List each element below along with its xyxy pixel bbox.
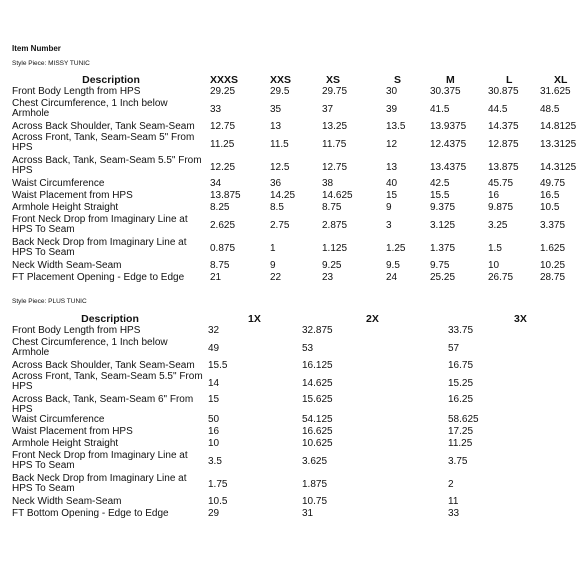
plus-row-value: 15.625	[302, 394, 333, 406]
missy-row-value: 1.125	[322, 243, 348, 255]
plus-row-value: 11	[448, 495, 459, 507]
plus-table-row	[12, 338, 572, 361]
missy-row-value: 36	[270, 178, 282, 190]
missy-row-value: 30.375	[430, 85, 461, 97]
missy-row-value: 1.625	[540, 243, 566, 255]
plus-table-row	[12, 474, 572, 497]
plus-row-description: FT Bottom Opening - Edge to Edge	[12, 507, 169, 519]
missy-row-value: 10.25	[540, 259, 566, 271]
missy-row-value: 22	[270, 271, 282, 283]
missy-row-value: 2.875	[322, 220, 348, 232]
plus-row-value: 3.625	[302, 456, 328, 468]
missy-row-value: 26.75	[488, 271, 514, 283]
missy-row-description: Across Back, Tank, Seam-Seam 5.5" From HPS	[12, 155, 202, 177]
plus-row-value: 33.75	[448, 324, 474, 336]
plus-style-piece: Style Piece: PLUS TUNIC	[12, 298, 87, 305]
missy-row-value: 3	[386, 220, 392, 232]
missy-row-value: 14.8125	[540, 120, 577, 132]
plus-row-value: 32.875	[302, 324, 333, 336]
missy-header-xxs: XXS	[270, 74, 292, 86]
plus-row-value: 10	[208, 437, 220, 449]
plus-table-row	[12, 451, 572, 474]
missy-row-value: 2.625	[210, 220, 236, 232]
missy-row-description: Across Front, Tank, Seam-Seam 5" From HPS	[12, 132, 195, 154]
missy-row-description: Chest Circumference, 1 Inch below Armhole	[12, 97, 168, 119]
missy-row-value: 9.5	[386, 259, 400, 271]
plus-row-value: 3.75	[448, 456, 468, 468]
missy-row-value: 10.5	[540, 201, 560, 213]
plus-row-value: 31	[302, 507, 314, 519]
missy-row-description: Waist Circumference	[12, 178, 105, 190]
plus-row-value: 11.25	[448, 437, 473, 449]
plus-table-row	[12, 497, 572, 509]
missy-header-description: Description	[82, 74, 140, 86]
missy-row-value: 9	[270, 259, 276, 271]
missy-row-value: 9.875	[488, 201, 514, 213]
plus-row-value: 58.625	[448, 414, 479, 426]
plus-header-3x: 3X	[514, 313, 527, 325]
missy-row-value: 11.75	[322, 138, 347, 150]
missy-row-value: 25.25	[430, 271, 456, 283]
missy-row-value: 29.25	[210, 85, 236, 97]
missy-row-description: Waist Placement from HPS	[12, 190, 133, 202]
plus-row-value: 16	[208, 426, 220, 438]
plus-header-1x: 1X	[248, 313, 261, 325]
missy-row-value: 10	[488, 259, 500, 271]
missy-size-table	[12, 74, 577, 284]
plus-row-value: 16.625	[302, 426, 333, 438]
missy-row-value: 45.75	[488, 178, 514, 190]
missy-row-value: 13.3125	[540, 138, 577, 150]
plus-row-value: 53	[302, 343, 314, 355]
missy-row-value: 12.75	[210, 120, 236, 132]
missy-row-value: 44.5	[488, 104, 508, 116]
missy-row-value: 1.5	[488, 243, 502, 255]
missy-row-description: Front Neck Drop from Imaginary Line at HPS To Seam	[12, 213, 188, 235]
missy-row-value: 12.75	[322, 161, 348, 173]
missy-row-value: 1.375	[430, 243, 456, 255]
plus-row-value: 10.75	[302, 495, 328, 507]
missy-row-value: 38	[322, 178, 334, 190]
missy-row-value: 13	[270, 120, 282, 132]
plus-table-row	[12, 372, 572, 395]
missy-row-description: Front Body Length from HPS	[12, 85, 141, 97]
plus-row-value: 29	[208, 507, 220, 519]
missy-row-description: FT Placement Opening - Edge to Edge	[12, 271, 185, 283]
plus-row-description: Armhole Height Straight	[12, 437, 119, 449]
missy-header-xs: XS	[326, 74, 341, 86]
missy-row-value: 9.375	[430, 201, 456, 213]
plus-row-value: 16.75	[448, 359, 474, 371]
missy-row-value: 34	[210, 178, 222, 190]
missy-row-value: 12.25	[210, 161, 236, 173]
missy-row-value: 31.625	[540, 85, 571, 97]
missy-table-row	[12, 156, 572, 179]
missy-header-xxxs: XXXS	[210, 74, 239, 86]
missy-row-value: 12	[386, 138, 398, 150]
plus-row-value: 32	[208, 324, 220, 336]
plus-size-table	[12, 314, 572, 520]
plus-table-row	[12, 439, 572, 451]
missy-table-row	[12, 99, 572, 122]
missy-table-row	[12, 203, 572, 215]
plus-row-value: 15	[208, 394, 220, 406]
missy-header-xl: XL	[554, 74, 568, 86]
missy-row-value: 2.75	[270, 220, 290, 232]
missy-row-value: 3.25	[488, 220, 508, 232]
missy-row-value: 12.875	[488, 138, 519, 150]
missy-row-value: 13.25	[322, 120, 348, 132]
missy-table-row	[12, 273, 572, 285]
missy-row-value: 9.75	[430, 259, 450, 271]
missy-row-value: 33	[210, 104, 222, 116]
missy-row-value: 48.5	[540, 104, 560, 116]
missy-table-row	[12, 261, 572, 273]
missy-row-description: Back Neck Drop from Imaginary Line at HPS To Seam	[12, 236, 187, 258]
missy-row-value: 14.375	[488, 120, 519, 132]
missy-row-value: 40	[386, 178, 398, 190]
missy-row-value: 13.9375	[430, 120, 467, 132]
missy-row-value: 14.625	[322, 190, 353, 202]
missy-table-row	[12, 133, 572, 156]
item-number-label: Item Number	[12, 44, 61, 53]
missy-row-value: 8.25	[210, 201, 230, 213]
plus-row-value: 50	[208, 414, 220, 426]
plus-row-description: Neck Width Seam-Seam	[12, 495, 122, 507]
plus-table-row	[12, 326, 572, 338]
missy-row-value: 30.875	[488, 85, 519, 97]
plus-row-value: 2	[448, 479, 454, 491]
missy-row-value: 9	[386, 201, 392, 213]
missy-row-value: 11.25	[210, 138, 235, 150]
missy-table-row	[12, 215, 572, 238]
missy-row-value: 3.375	[540, 220, 566, 232]
plus-row-value: 10.625	[302, 437, 333, 449]
missy-row-value: 35	[270, 104, 282, 116]
missy-row-value: 9.25	[322, 259, 342, 271]
missy-row-description: Neck Width Seam-Seam	[12, 259, 122, 271]
missy-row-value: 8.75	[210, 259, 230, 271]
missy-row-value: 16.5	[540, 190, 560, 202]
plus-table-row	[12, 395, 572, 415]
missy-row-value: 42.5	[430, 178, 450, 190]
missy-row-value: 1	[270, 243, 276, 255]
plus-row-value: 1.875	[302, 479, 328, 491]
plus-row-value: 54.125	[302, 414, 333, 426]
missy-table-row	[12, 238, 572, 261]
plus-row-value: 3.5	[208, 456, 222, 468]
missy-table-row	[12, 87, 572, 99]
missy-row-value: 12.5	[270, 161, 290, 173]
plus-header-2x: 2X	[366, 313, 379, 325]
missy-row-description: Across Back Shoulder, Tank Seam-Seam	[12, 120, 195, 132]
plus-row-description: Across Back Shoulder, Tank Seam-Seam	[12, 359, 195, 371]
plus-row-value: 49	[208, 343, 220, 355]
plus-row-value: 1.75	[208, 479, 228, 491]
missy-row-value: 13.875	[210, 190, 241, 202]
plus-row-value: 57	[448, 343, 460, 355]
missy-row-value: 29.75	[322, 85, 348, 97]
plus-row-value: 33	[448, 507, 460, 519]
missy-row-value: 30	[386, 85, 398, 97]
missy-row-value: 3.125	[430, 220, 456, 232]
plus-table-row	[12, 509, 572, 521]
missy-row-value: 16	[488, 190, 500, 202]
plus-row-value: 15.25	[448, 377, 474, 389]
plus-row-description: Waist Placement from HPS	[12, 426, 133, 438]
missy-row-value: 15.5	[430, 190, 450, 202]
missy-row-value: 13.4375	[430, 161, 467, 173]
plus-row-description: Front Body Length from HPS	[12, 324, 141, 336]
missy-row-value: 11.5	[270, 138, 289, 150]
plus-row-value: 14.625	[302, 377, 333, 389]
missy-row-value: 14.3125	[540, 161, 577, 173]
missy-style-piece: Style Piece: MISSY TUNIC	[12, 60, 90, 67]
missy-row-value: 15	[386, 190, 398, 202]
plus-row-value: 16.25	[448, 394, 474, 406]
missy-row-value: 13.5	[386, 120, 406, 132]
missy-row-value: 8.5	[270, 201, 284, 213]
missy-row-value: 8.75	[322, 201, 342, 213]
missy-row-value: 14.25	[270, 190, 296, 202]
missy-row-value: 12.4375	[430, 138, 467, 150]
missy-row-value: 0.875	[210, 243, 236, 255]
missy-row-value: 1.25	[386, 243, 406, 255]
plus-row-value: 16.125	[302, 359, 333, 371]
missy-row-value: 13.875	[488, 161, 519, 173]
plus-row-value: 15.5	[208, 359, 228, 371]
plus-row-description: Front Neck Drop from Imaginary Line at HPS To Seam	[12, 449, 188, 471]
plus-row-value: 10.5	[208, 495, 228, 507]
missy-header-l: L	[506, 74, 513, 86]
plus-row-value: 14	[208, 377, 220, 389]
missy-row-value: 29.5	[270, 85, 290, 97]
missy-header-s: S	[394, 74, 402, 86]
missy-row-value: 13	[386, 161, 398, 173]
plus-header-description: Description	[81, 313, 139, 325]
plus-row-value: 17.25	[448, 426, 474, 438]
missy-row-value: 41.5	[430, 104, 450, 116]
plus-row-description: Waist Circumference	[12, 414, 105, 426]
missy-row-value: 39	[386, 104, 398, 116]
missy-row-value: 28.75	[540, 271, 566, 283]
missy-row-value: 37	[322, 104, 334, 116]
missy-row-value: 21	[210, 271, 222, 283]
plus-row-description: Across Back, Tank, Seam-Seam 6" From HPS	[12, 394, 194, 416]
missy-row-value: 23	[322, 271, 334, 283]
missy-row-value: 49.75	[540, 178, 566, 190]
plus-row-description: Back Neck Drop from Imaginary Line at HPS To Seam	[12, 472, 187, 494]
missy-row-value: 24	[386, 271, 398, 283]
missy-header-m: M	[446, 74, 455, 86]
plus-row-description: Chest Circumference, 1 Inch below Armhole	[12, 336, 168, 358]
plus-row-description: Across Front, Tank, Seam-Seam 5.5" From HPS	[12, 371, 203, 393]
missy-row-description: Armhole Height Straight	[12, 201, 119, 213]
